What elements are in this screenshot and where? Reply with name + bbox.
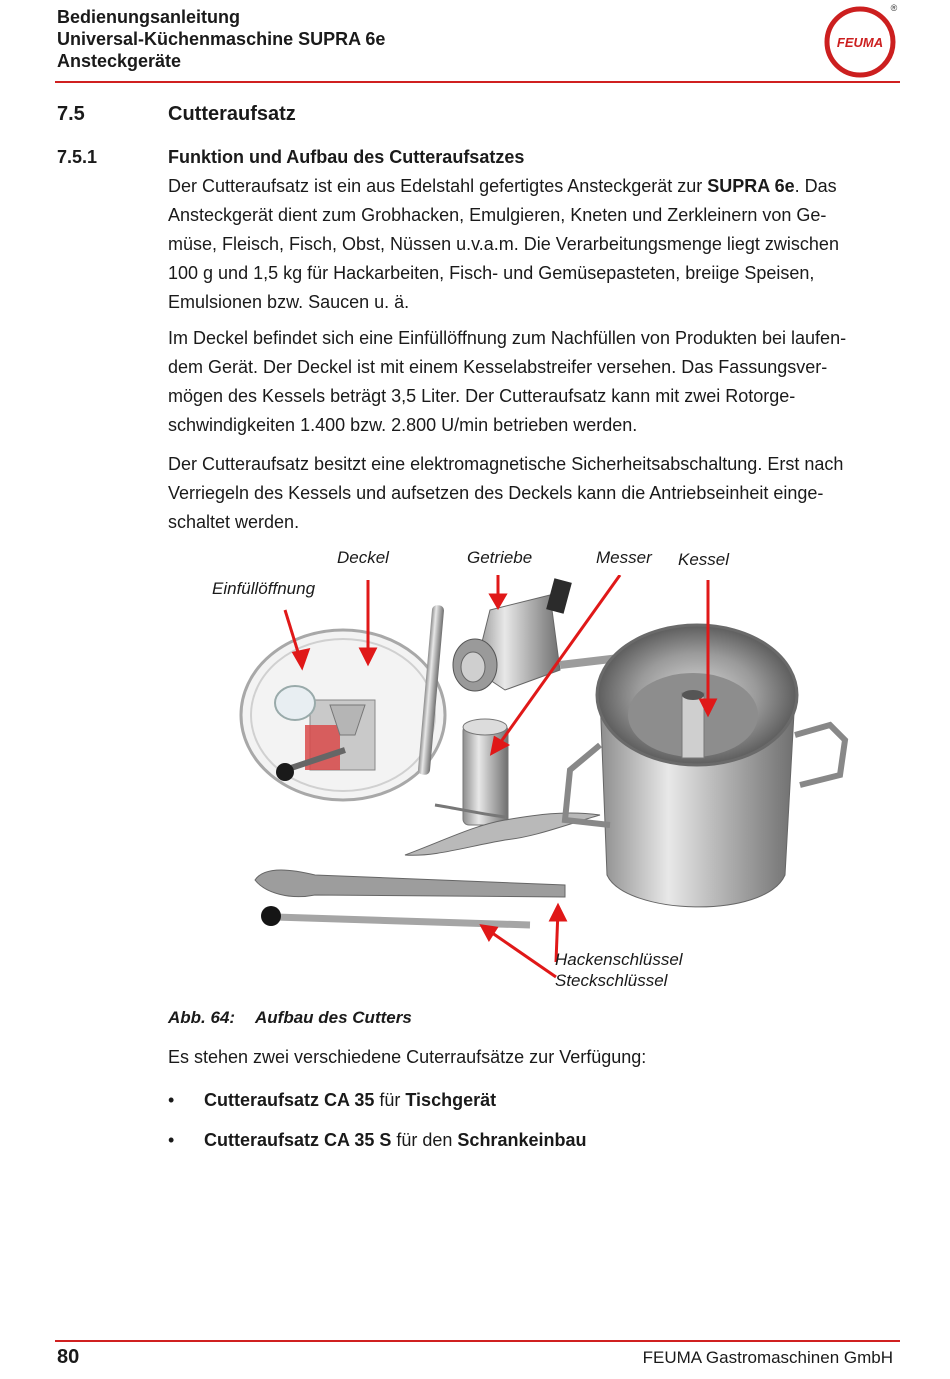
subsection-number: 7.5.1 xyxy=(57,147,98,167)
paragraph-lid xyxy=(168,324,898,440)
text-line: schwindigkeiten 1.400 bzw. 2.800 U/min betrieben werden. xyxy=(168,415,638,435)
bullet-dot: • xyxy=(168,1090,175,1110)
footer-company: FEUMA Gastromaschinen GmbH xyxy=(642,1348,893,1367)
list-intro: Es stehen zwei verschiedene Cuterraufsätze zur Verfügung: xyxy=(168,1047,647,1067)
footer-rule xyxy=(55,1340,900,1342)
caption-text: Aufbau des Cutters xyxy=(255,1008,412,1027)
callout-deckel: Deckel xyxy=(337,548,389,567)
text-line: Der Cutteraufsatz ist ein aus Edelstahl gefertigtes Ansteckgerät zur SUPRA 6e. Das xyxy=(168,176,837,196)
text-line: 100 g und 1,5 kg für Hackarbeiten, Fisch- und Gemüsepasteten, breiige Speisen, xyxy=(168,263,815,283)
feuma-logo xyxy=(822,2,902,80)
bullet-dot: • xyxy=(168,1130,175,1150)
registered-mark: ® xyxy=(890,3,898,13)
callout-messer: Messer xyxy=(596,548,652,567)
header-rule xyxy=(55,81,900,83)
header-title: Bedienungsanleitung xyxy=(57,7,241,27)
cutter-assembly-photo xyxy=(205,575,850,945)
paragraph-function xyxy=(168,172,898,317)
kettle xyxy=(565,625,845,907)
header-chapter: Ansteckgeräte xyxy=(57,51,182,71)
section-number: 7.5 xyxy=(57,103,85,125)
section-title: Cutteraufsatz xyxy=(168,103,296,125)
text-line: Verriegeln des Kessels und aufsetzen des Deckels kann die Antriebseinheit einge- xyxy=(168,483,824,503)
caption-label: Abb. 64: xyxy=(168,1008,236,1027)
callout-einfuelloeffnung: Einfüllöffnung xyxy=(212,579,316,598)
callout-hackenschluessel: Hackenschlüssel xyxy=(555,950,683,969)
text-line: müse, Fleisch, Fisch, Obst, Nüssen u.v.a.m. Die Verarbeitungsmenge liegt zwischen xyxy=(168,234,839,254)
text-line: Im Deckel befindet sich eine Einfüllöffnung zum Nachfüllen von Produkten bei laufen- xyxy=(168,328,847,348)
page-number: 80 xyxy=(57,1346,80,1368)
document-header xyxy=(57,6,385,72)
callout-getriebe: Getriebe xyxy=(467,548,533,567)
figure-caption xyxy=(168,1008,412,1028)
text-line: schaltet werden. xyxy=(168,512,300,532)
callout-kessel: Kessel xyxy=(678,550,730,569)
paragraph-safety xyxy=(168,450,898,537)
text-line: Ansteckgerät dient zum Grobhacken, Emulgieren, Kneten und Zerkleinern von Ge- xyxy=(168,205,827,225)
text-line: dem Gerät. Der Deckel ist mit einem Kesselabstreifer versehen. Das Fassungsver- xyxy=(168,357,828,377)
subsection-title: Funktion und Aufbau des Cutteraufsatzes xyxy=(168,147,525,167)
text-line: Emulsionen bzw. Saucen u. ä. xyxy=(168,292,410,312)
lid xyxy=(241,630,445,800)
text-line: mögen des Kessels beträgt 3,5 Liter. Der Cutteraufsatz kann mit zwei Rotorge- xyxy=(168,386,796,406)
callout-steckschluessel: Steckschlüssel xyxy=(555,971,668,990)
logo-text: FEUMA xyxy=(836,35,884,50)
header-machine: Universal-Küchenmaschine SUPRA 6e xyxy=(57,29,386,49)
model-name: SUPRA 6e xyxy=(707,176,795,196)
text-line: Der Cutteraufsatz besitzt eine elektromagnetische Sicherheitsabschaltung. Erst nach xyxy=(168,454,844,474)
